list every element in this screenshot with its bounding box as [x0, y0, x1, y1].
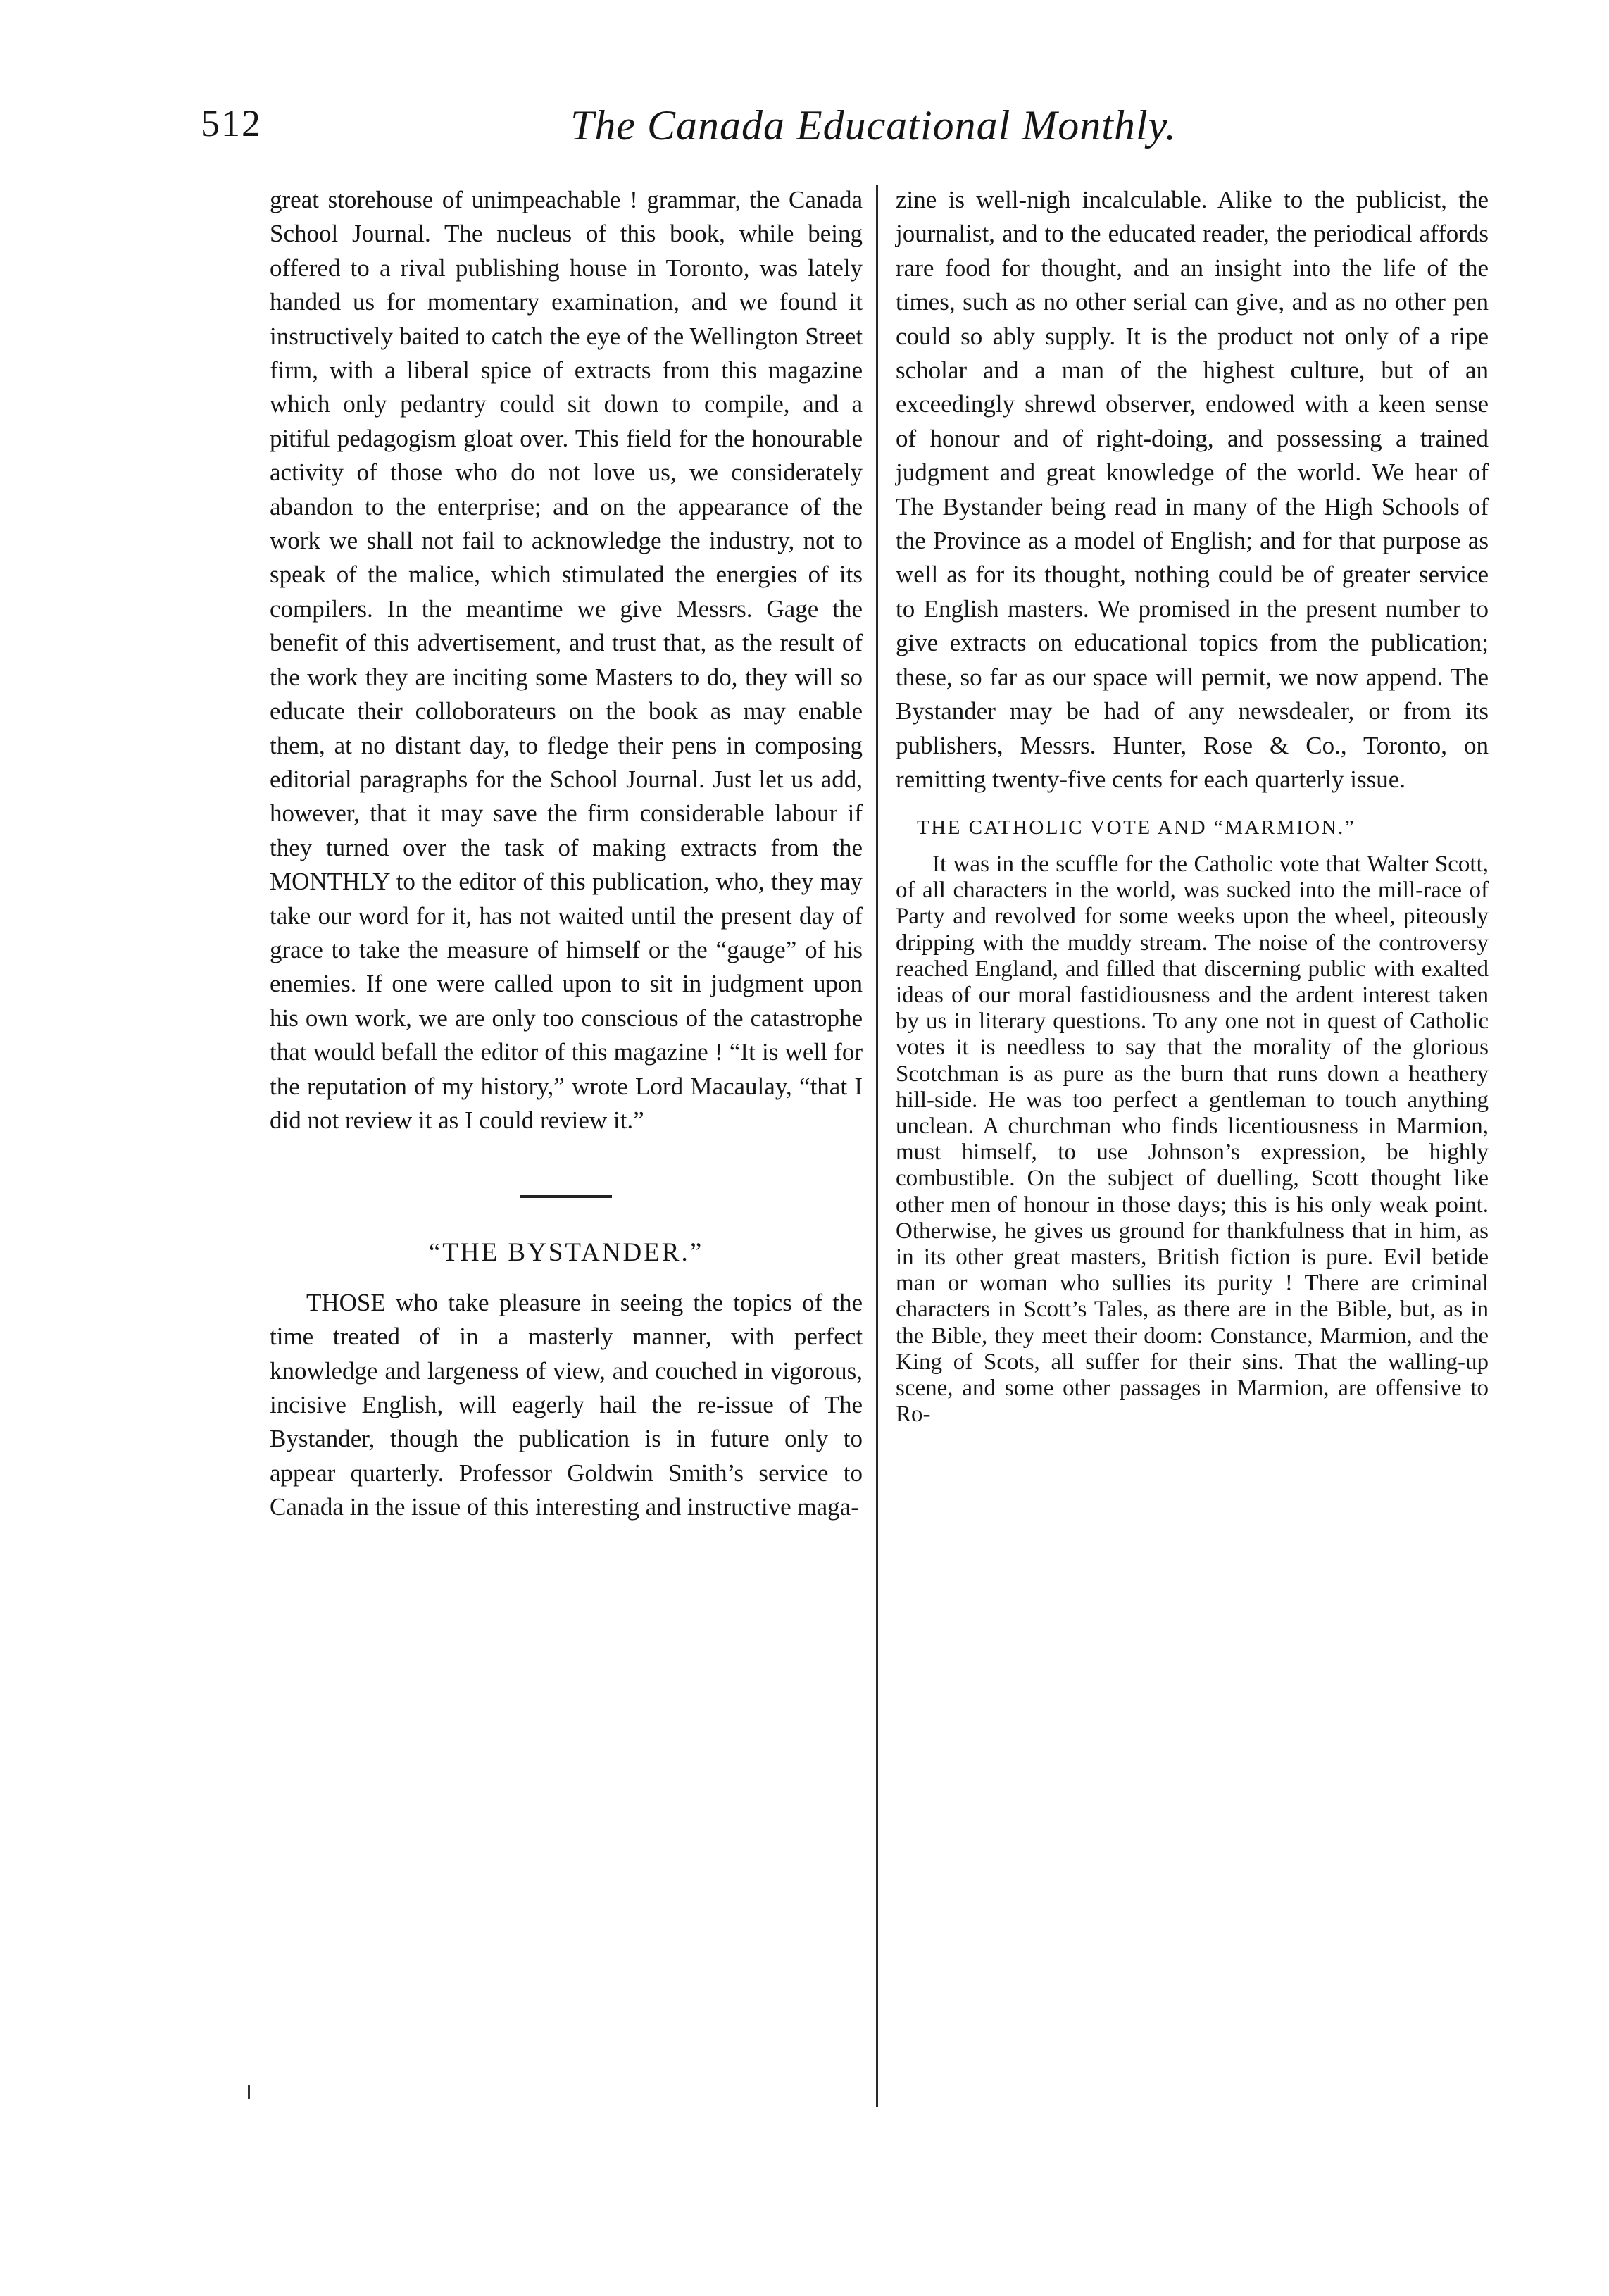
column-divider: [876, 185, 878, 2107]
page-number: 512: [201, 102, 262, 144]
paragraph-bystander-continued: zine is well-nigh incalculable. Alike to the publicist, the journalist, and to the educated reader, the periodical affords rare food for thought, and an insight into the life of the times, such as no other serial can give, and as no other pen could so ably supply. It is the product not only of a ripe scholar and a man of the highest culture, but of an exceedingly shrewd observer, endowed with a keen sense of honour and of right-doing, and possessing a trained judgment and great knowledge of the world. We hear of The Bystander being read in many of the High Schools of the Province as a model of English; and for that purpose as well as for its thought, nothing could be of greater service to English masters. We promised in the present number to give extracts on educational topics from the publication; these, so far as our space will permit, we now append. The Bystander may be had of any newsdealer, or from its publishers, Messrs. Hunter, Rose & Co., Toronto, on remitting twenty-five cents for each quarterly issue.: [896, 186, 1489, 793]
margin-mark: [248, 2085, 250, 2099]
section-heading-catholic-vote: THE CATHOLIC VOTE AND “MARMION.”: [917, 816, 1356, 840]
section-divider-rule: [520, 1195, 612, 1198]
running-title: The Canada Educational Monthly.: [570, 102, 1177, 149]
right-column: [896, 183, 1489, 1428]
section-heading-bystander: “THE BYSTANDER.”: [428, 1238, 704, 1268]
paragraph-school-journal: great storehouse of unimpeachable ! grammar, the Canada School Journal. The nucleus of this book, while being offered to a rival publishing house in Toronto, was lately handed us for momentary examination, and we found it instructively baited to catch the eye of the Wellington Street firm, with a liberal spice of extracts from this magazine which only pedantry could sit down to compile, and a pitiful pedagogism gloat over. This field for the honourable activity of those who do not love us, we considerately abandon to the enterprise; and on the appearance of the work we shall not fail to acknowledge the industry, not to speak of the malice, which stimulated the energies of its compilers. In the meantime we give Messrs. Gage the benefit of this advertisement, and trust that, as the result of the work they are inciting some Masters to do, they will so educate their colloborateurs on the book as may enable them, at no distant day, to fledge their pens in composing editorial paragraphs for the School Journal. Just let us add, however, that it may save the firm considerable labour if they turned over the task of making extracts from the MONTHLY to the editor of this publication, who, they may take our word for it, has not waited until the present day of grace to take the measure of himself or the “gauge” of his enemies. If one were called upon to sit in judgment upon his own work, we are only too conscious of the catastrophe that would befall the editor of this magazine ! “It is well for the reputation of my history,” wrote Lord Macaulay, “that I did not review it as I could review it.”: [270, 186, 863, 1134]
page-header: [201, 104, 1187, 175]
paragraph-bystander-intro: THOSE who take pleasure in seeing the topics of the time treated of in a masterly manner, with perfect knowledge and largeness of view, and couched in vigorous, incisive English, will eagerly hail the re-issue of The Bystander, though the publication is in future only to appear quarterly. Professor Goldwin Smith’s service to Canada in the issue of this interesting and instructive maga-: [270, 1288, 863, 1521]
paragraph-catholic-vote-marmion: It was in the scuffle for the Catholic vote that Walter Scott, of all characters in the world, was sucked into the mill-race of Party and revolved for some weeks upon the wheel, piteously dripping with the muddy stream. The noise of the controversy reached England, and filled that discerning public with exalted ideas of our moral fastidiousness and the ardent interest taken by us in literary questions. To any one not in quest of Catholic votes it is needless to say that the morality of the glorious Scotchman is as pure as the burn that runs down a heathery hill-side. He was too perfect a gentleman to touch anything unclean. A churchman who finds licentiousness in Marmion, must himself, to use Johnson’s expression, be highly combustible. On the subject of duelling, Scott thought like other men of honour in those days; this is his only weak point. Otherwise, he gives us ground for thankfulness that in him, as in its other great masters, British fiction is pure. Evil betide man or woman who sullies its purity ! There are criminal characters in Scott’s Tales, as there are in the Bible, but, as in the Bible, they meet their doom: Constance, Marmion, and the King of Scots, all suffer for their sins. That the walling-up scene, and some other passages in Marmion, are offensive to Ro-: [896, 851, 1489, 1428]
left-column: [270, 183, 863, 1525]
